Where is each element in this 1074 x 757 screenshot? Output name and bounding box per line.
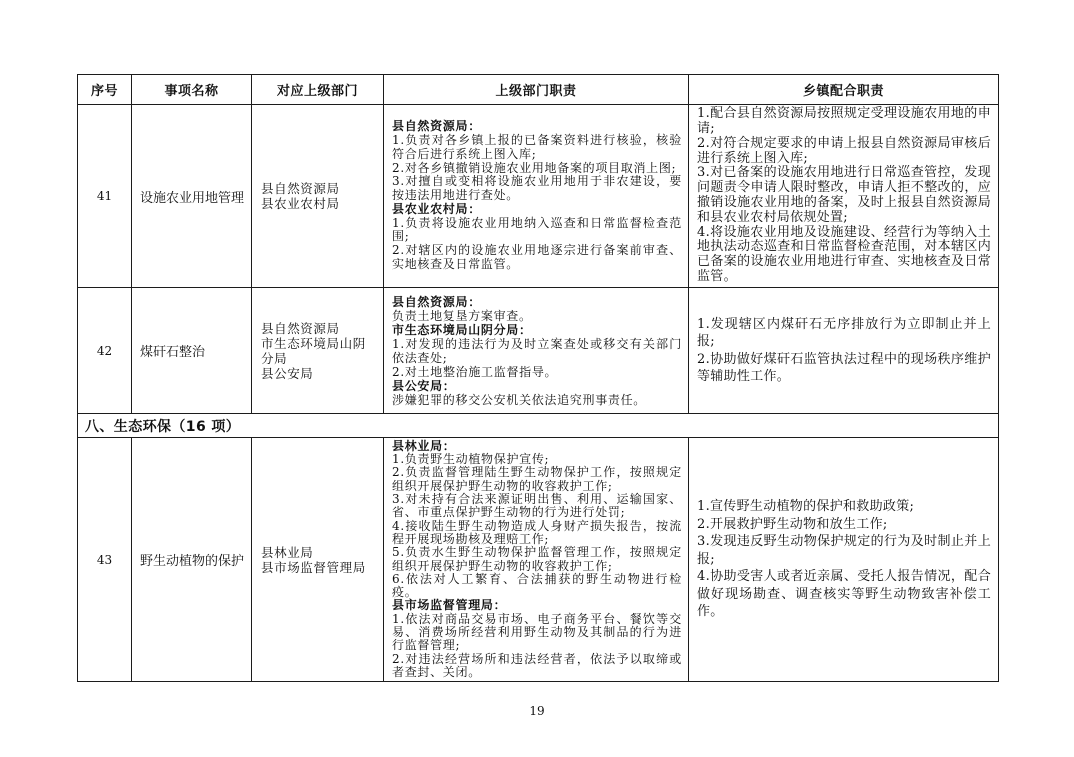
cell-item-name: 煤矸石整治 [132, 288, 252, 414]
town-duty-item: 2.协助做好煤矸石监管执法过程中的现场秩序维护等辅助性工作。 [697, 351, 991, 384]
duty-item: 2.对土地整治施工监督指导。 [392, 364, 558, 379]
duty-item: 2.负责监督管理陆生野生动物保护工作，按照规定组织开展保护野生动物的收容救护工作; [392, 465, 682, 493]
cell-town-duty [689, 288, 999, 414]
cell-item-name: 设施农业用地管理 [132, 105, 252, 288]
duty-dept-label: 市生态环境局山阴分局： [392, 322, 532, 337]
duty-item: 1.负责对各乡镇上报的已备案资料进行核验，核验符合后进行系统上图入库; [392, 132, 682, 161]
duty-dept-label: 县自然资源局： [392, 119, 481, 134]
header-superior-duty: 上级部门职责 [384, 75, 689, 105]
duty-dept-label: 县市场监督管理局： [392, 598, 507, 613]
cell-town-duty [689, 438, 999, 682]
duty-item: 3.对擅自或变相将设施农业用地用于非农建设，要按违法用地进行查处。 [392, 174, 682, 203]
duty-table [77, 74, 999, 682]
dept-name: 市生态环境局山阴分局 [261, 335, 366, 366]
dept-name: 县自然资源局 [261, 181, 340, 196]
duty-item: 1.依法对商品交易市场、电子商务平台、餐饮等交易、消费场所经营利用野生动物及其制品的行为进行监督管理; [392, 611, 682, 653]
cell-superior-duty [384, 288, 689, 414]
dept-name: 县市场监督管理局 [261, 559, 366, 575]
cell-no: 43 [78, 438, 132, 682]
duty-item: 2.对各乡镇撤销设施农业用地备案的项目取消上图; [392, 160, 677, 175]
dept-name: 县公安局 [261, 365, 314, 381]
town-duty-item: 4.将设施农业用地及设施建设、经营行为等纳入土地执法动态巡查和日常监督检查范围，对本辖区内已备案的设施农业用地进行审查、实地核查及日常监管。 [697, 224, 991, 284]
cell-superior-dept [252, 105, 384, 288]
duty-item: 1.负责将设施农业用地纳入巡查和日常监督检查范围; [392, 215, 682, 244]
section-row [78, 414, 999, 438]
duty-item: 2.对辖区内的设施农业用地逐宗进行备案前审查、实地核查及日常监管。 [392, 243, 682, 272]
duty-dept-label: 县自然资源局： [392, 294, 481, 309]
header-superior-dept: 对应上级部门 [252, 75, 384, 105]
duty-item: 负责土地复垦方案审查。 [392, 308, 532, 323]
cell-superior-dept [252, 288, 384, 414]
town-duty-item: 3.发现违反野生动物保护规定的行为及时制止并上报; [697, 534, 991, 567]
duty-dept-label: 县林业局： [392, 438, 456, 453]
header-town-duty: 乡镇配合职责 [689, 75, 999, 105]
dept-name: 县林业局 [261, 544, 314, 560]
dept-name: 县自然资源局 [261, 320, 340, 336]
duty-dept-label: 县农业农村局： [392, 201, 481, 216]
duty-item: 3.对未持有合法来源证明出售、利用、运输国家、省、市重点保护野生动物的行为进行处罚; [392, 492, 682, 520]
duty-item: 1.对发现的违法行为及时立案查处或移交有关部门依法查处; [392, 336, 682, 365]
table-row [78, 438, 999, 682]
duty-item: 6.依法对人工繁育、合法捕获的野生动物进行检疫。 [392, 571, 682, 600]
table-row [78, 105, 999, 288]
duty-item: 涉嫌犯罪的移交公安机关依法追究刑事责任。 [392, 392, 647, 407]
section-heading: 八、生态环保（16 项） [78, 414, 999, 438]
town-duty-item: 2.对符合规定要求的申请上报县自然资源局审核后进行系统上图入库; [697, 135, 991, 166]
duty-item: 4.接收陆生野生动物造成人身财产损失报告，按流程开展现场勘核及理赔工作; [392, 518, 682, 546]
header-no: 序号 [78, 75, 132, 105]
town-duty-item: 1.配合县自然资源局按照规定受理设施农用地的申请; [697, 106, 991, 137]
town-duty-item: 1.宣传野生动植物的保护和救助政策; [697, 499, 915, 515]
town-duty-item: 4.协助受害人或者近亲属、受托人报告情况，配合做好现场勘查、调查核实等野生动物致害补偿工作。 [697, 569, 991, 620]
table-header-row [78, 75, 999, 105]
town-duty-item: 1.发现辖区内煤矸石无序排放行为立即制止并上报; [697, 316, 991, 349]
duty-item: 1.负责野生动植物保护宣传; [392, 452, 550, 467]
table-row [78, 288, 999, 414]
duty-item: 2.对违法经营场所和违法经营者，依法予以取缔或者查封、关闭。 [392, 651, 682, 679]
cell-superior-dept [252, 438, 384, 682]
cell-superior-duty [384, 105, 689, 288]
duty-item: 5.负责水生野生动物保护监督管理工作，按照规定组织开展保护野生动物的收容救护工作; [392, 545, 682, 573]
town-duty-item: 2.开展救护野生动物和放生工作; [697, 516, 888, 532]
page-number: 19 [529, 704, 545, 718]
dept-name: 县农业农村局 [261, 196, 340, 211]
cell-superior-duty [384, 438, 689, 682]
cell-town-duty [689, 105, 999, 288]
header-item-name: 事项名称 [132, 75, 252, 105]
cell-item-name: 野生动植物的保护 [132, 438, 252, 682]
town-duty-item: 3.对已备案的设施农用地进行日常巡查管控，发现问题责令申请人限时整改，申请人拒不整改的，应撤销设施农业用地的备案，及时上报县自然资源局和县农业农村局依规处置; [697, 165, 991, 225]
duty-dept-label: 县公安局： [392, 378, 456, 393]
cell-no: 42 [78, 288, 132, 414]
cell-no: 41 [78, 105, 132, 288]
